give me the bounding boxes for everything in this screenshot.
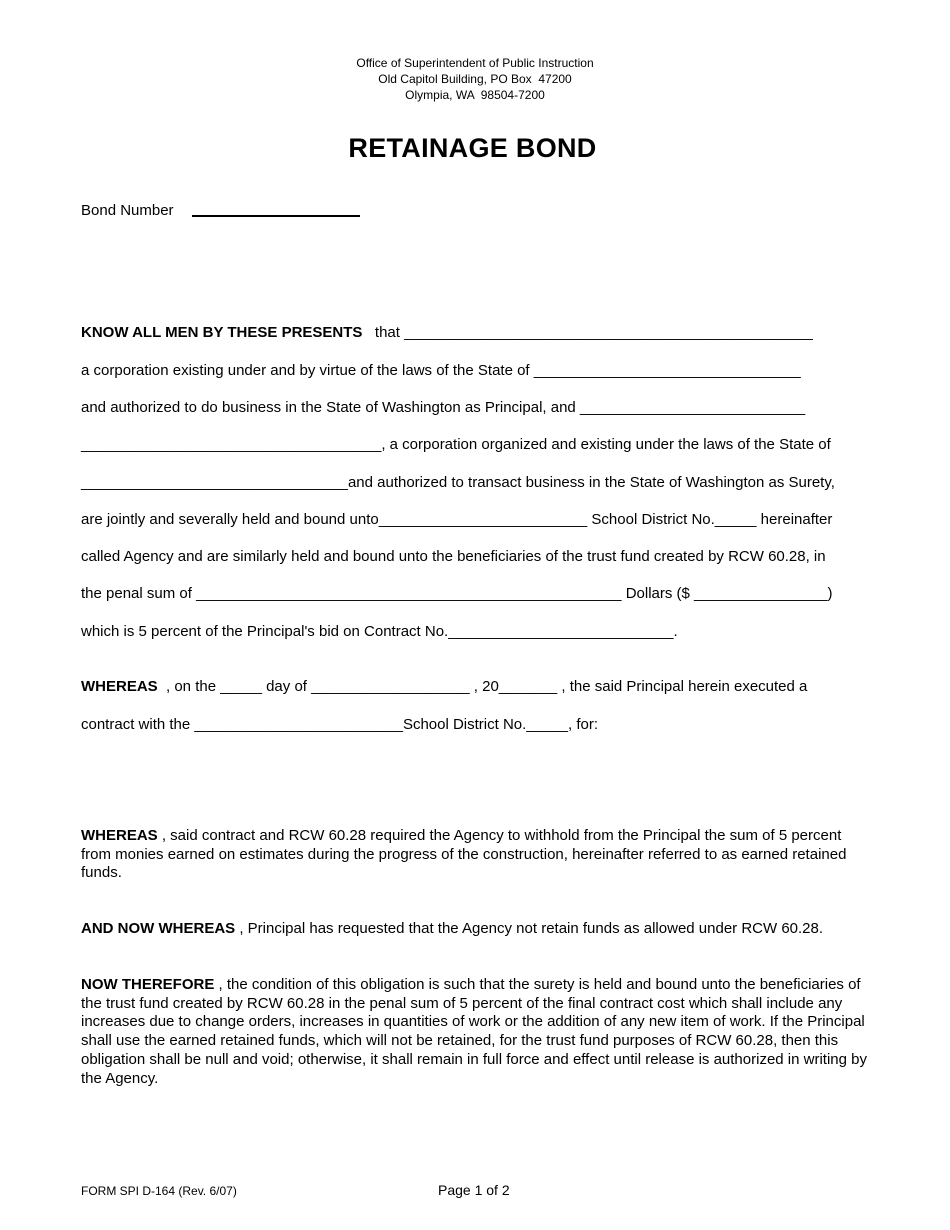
whereas-heading: WHEREAS xyxy=(81,678,158,695)
know-all-men-heading: KNOW ALL MEN BY THESE PRESENTS xyxy=(81,324,363,341)
paragraph-now-therefore-heading: NOW THEREFORE xyxy=(81,976,215,993)
header-city: Olympia, WA 98504-7200 xyxy=(405,88,545,102)
form-line-7: called Agency and are similarly held and bound unto the beneficiaries of the trust fund created by RCW 60.28, in xyxy=(81,548,826,565)
paragraph-now-therefore xyxy=(81,976,871,1088)
form-line-2: a corporation existing under and by virtue of the laws of the State of ________________________________ xyxy=(81,362,801,379)
form-line-1-text: that _________________________________________________ xyxy=(362,324,813,341)
paragraph-whereas-heading: WHEREAS xyxy=(81,827,158,844)
bond-number-field[interactable] xyxy=(192,215,360,217)
paragraph-and-now-whereas-heading: AND NOW WHEREAS xyxy=(81,920,236,937)
bond-number-label: Bond Number xyxy=(81,202,174,219)
page-number: Page 1 of 2 xyxy=(438,1182,510,1198)
paragraph-now-therefore-text: , the condition of this obligation is such that the surety is held and bound unto the beneficiaries of the trust fund created by RCW 60.28 in the penal sum of 5 percent of the final contract cost which shall include any increases due to change orders, increases in quantities of work or the addition of any new item of work. If the Principal shall use the earned retained funds, which will not be retained, for the trust fund purposes of RCW 60.28, then this obligation shall be null and void; otherwise, it shall remain in full force and effect until release is authorized in writing by the Agency. xyxy=(81,976,867,1087)
form-line-10-text: , on the _____ day of ___________________ , 20_______ , the said Principal herein executed a xyxy=(157,678,808,695)
form-line-10 xyxy=(81,678,807,695)
paragraph-whereas-text: , said contract and RCW 60.28 required the Agency to withhold from the Principal the sum of 5 percent from monies earned on estimates during the progress of the construction, hereinafter referred to as earned retained funds. xyxy=(81,827,847,882)
form-line-11: contract with the _________________________School District No._____, for: xyxy=(81,716,599,733)
paragraph-whereas xyxy=(81,827,871,883)
page-title: RETAINAGE BOND xyxy=(348,133,597,163)
header-address: Old Capitol Building, PO Box 47200 xyxy=(378,72,572,86)
paragraph-and-now-whereas xyxy=(81,920,871,939)
form-line-1 xyxy=(81,324,813,341)
form-id: FORM SPI D-164 (Rev. 6/07) xyxy=(81,1184,237,1198)
paragraph-and-now-whereas-text: , Principal has requested that the Agency not retain funds as allowed under RCW 60.28. xyxy=(235,920,824,937)
form-line-4: ____________________________________, a corporation organized and existing under the laws of the State of xyxy=(81,436,831,453)
form-line-5: ________________________________and authorized to transact business in the State of Washington as Surety, xyxy=(81,474,835,491)
form-line-9: which is 5 percent of the Principal's bid on Contract No.___________________________. xyxy=(81,623,678,640)
form-line-8: the penal sum of ___________________________________________________ Dollars ($ ________________) xyxy=(81,585,833,602)
header-office: Office of Superintendent of Public Instruction xyxy=(356,56,594,70)
form-line-3: and authorized to do business in the State of Washington as Principal, and ___________________________ xyxy=(81,399,806,416)
form-line-6: are jointly and severally held and bound unto_________________________ School District No._____ hereinafter xyxy=(81,511,833,528)
